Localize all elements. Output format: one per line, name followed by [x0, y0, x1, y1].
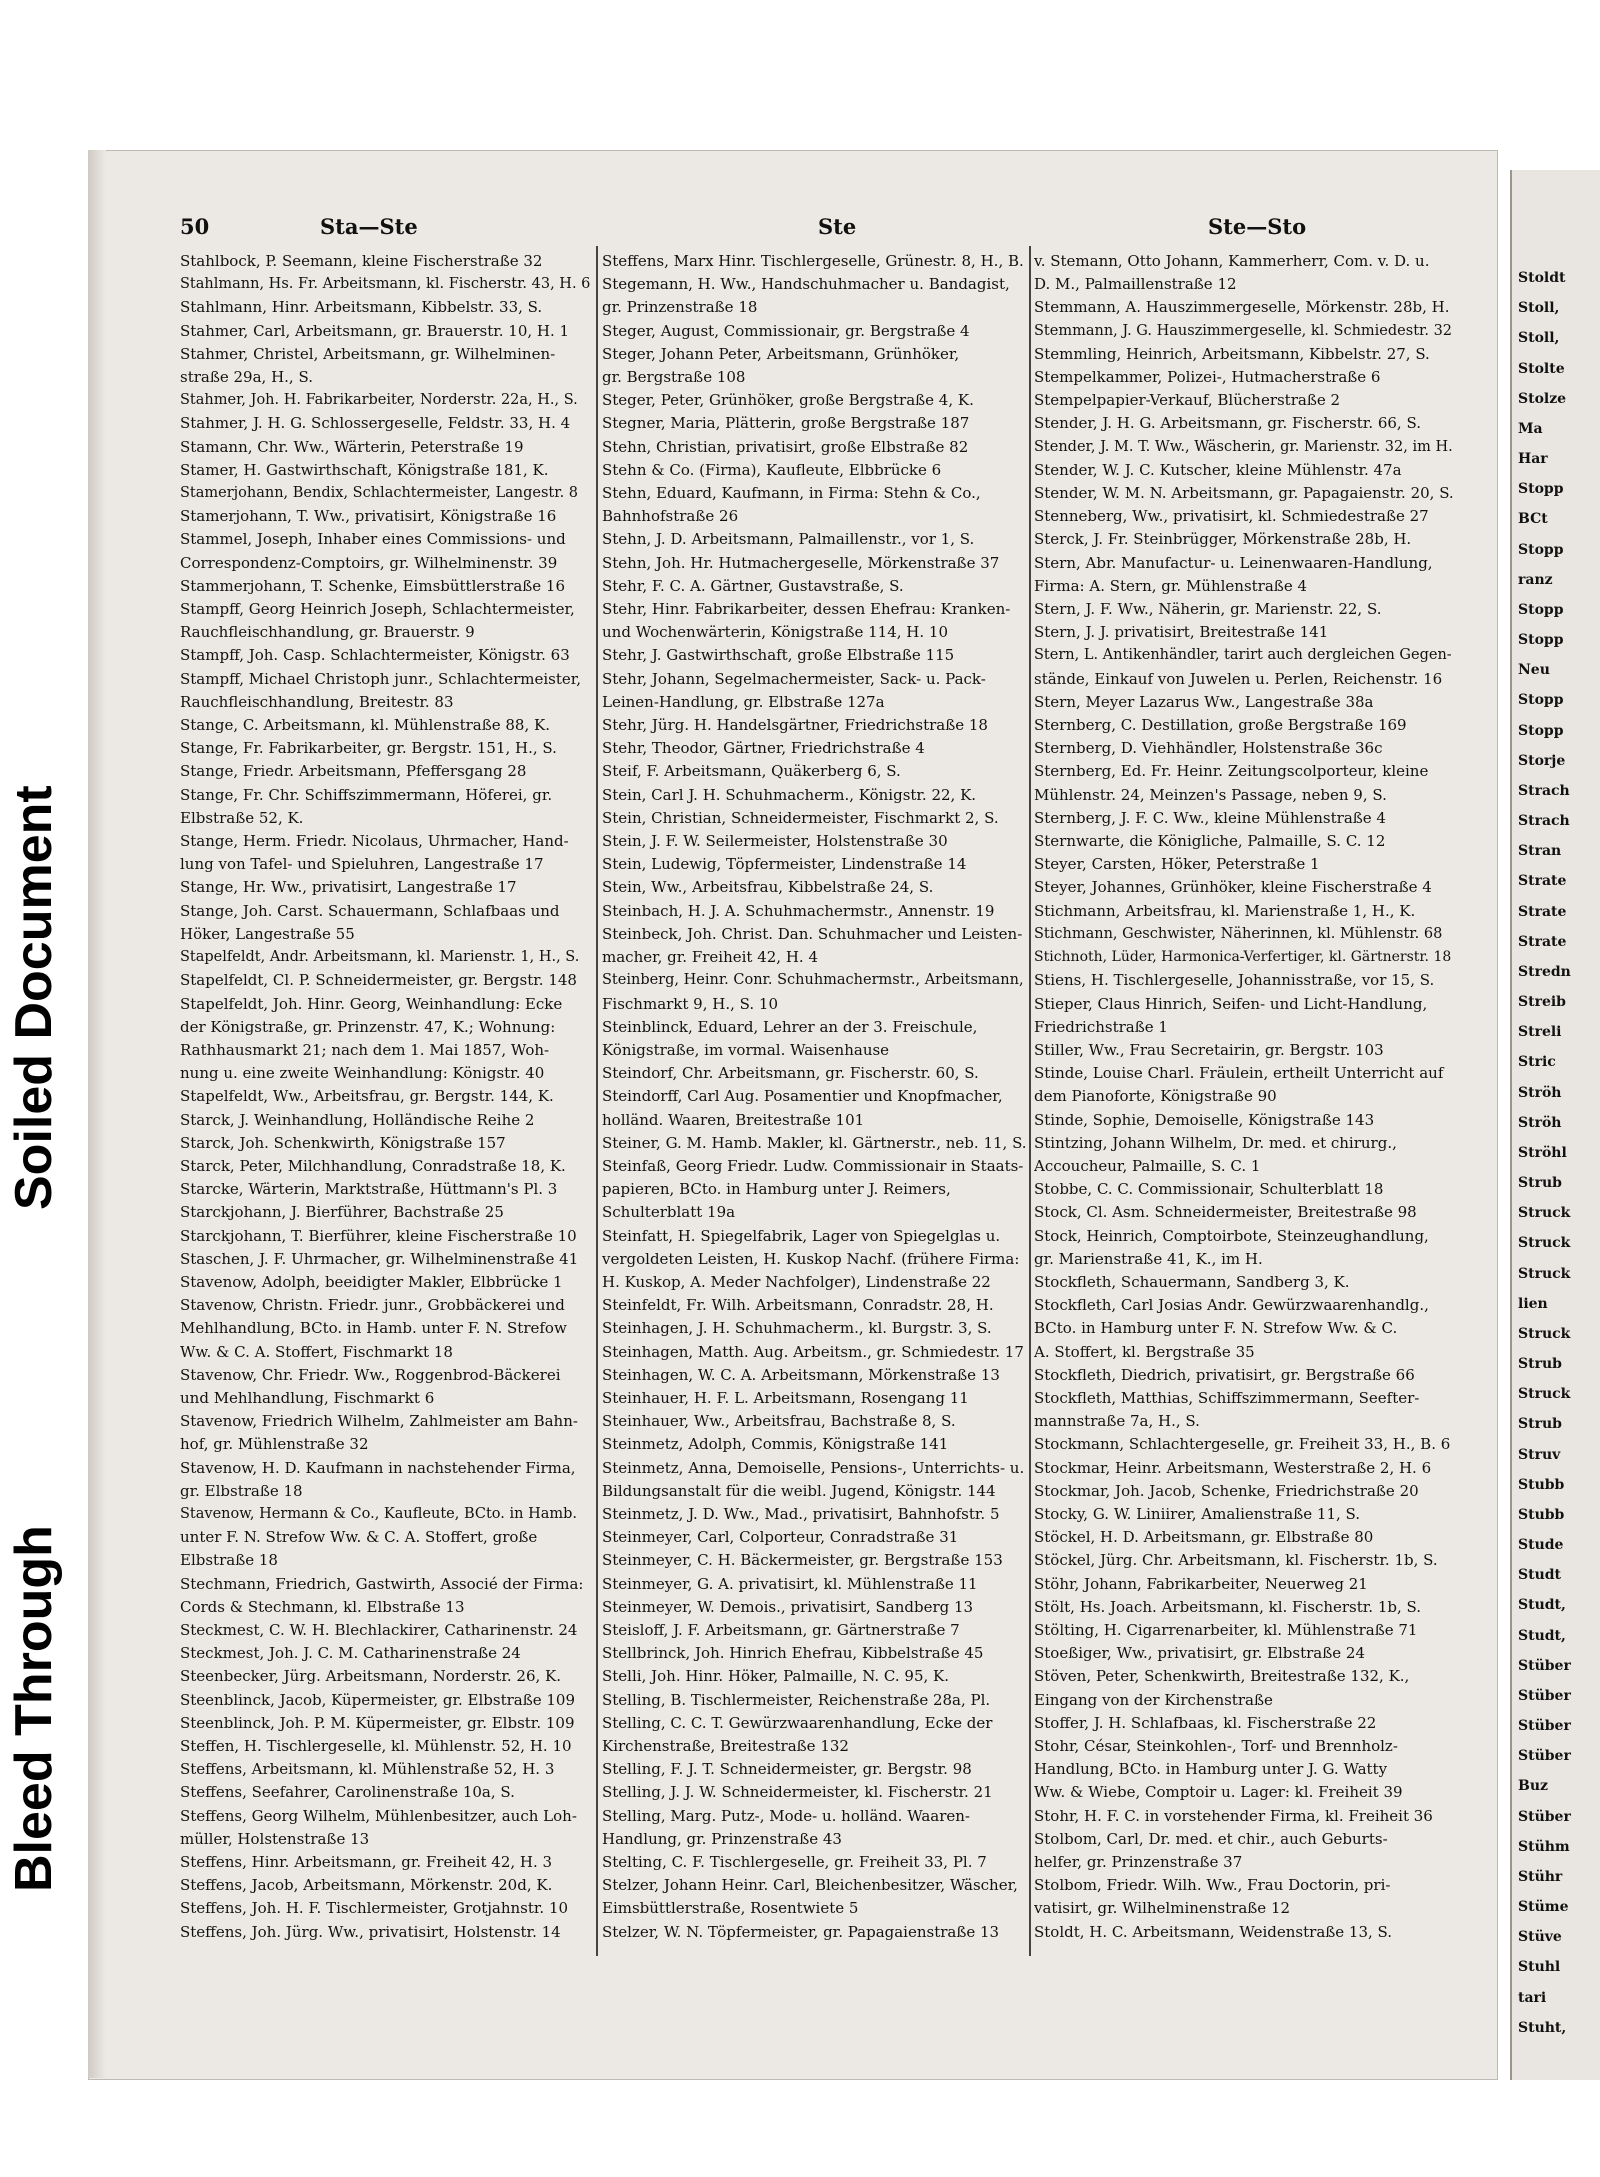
directory-entry: Stockmann, Schlachtergeselle, gr. Freiheit 33, H., B. 6: [1034, 1435, 1451, 1454]
adjacent-page-fragment: Struck: [1518, 1386, 1571, 1403]
directory-entry: Steinmeyer, Carl, Colporteur, Conradstraße 31: [602, 1528, 959, 1547]
directory-entry: Steinmeyer, W. Demois., privatisirt, Sandberg 13: [602, 1597, 974, 1616]
directory-entry: Stockfleth, Carl Josias Andr. Gewürzwaarenhandlg.,: [1034, 1296, 1429, 1315]
directory-entry: Stein, Carl J. H. Schuhmacherm., Königstr. 22, K.: [602, 785, 977, 804]
adjacent-page-fragment: Ma: [1518, 420, 1543, 437]
directory-entry: Steinblinck, Eduard, Lehrer an der 3. Freischule,: [602, 1017, 978, 1036]
directory-entry: Steinbach, H. J. A. Schuhmachermstr., Annenstr. 19: [602, 901, 995, 920]
directory-entry: Stehn, Joh. Hr. Hutmachergeselle, Mörkenstraße 37: [602, 553, 1000, 572]
adjacent-page-fragment: Stoll,: [1518, 300, 1560, 317]
directory-entry: Stein, Ww., Arbeitsfrau, Kibbelstraße 24, S.: [602, 878, 934, 897]
adjacent-page-fragment: Stolze: [1518, 390, 1567, 407]
directory-entry: Stavenow, H. D. Kaufmann in nachstehender Firma,: [180, 1458, 576, 1477]
directory-entry: Stinde, Louise Charl. Fräulein, ertheilt Unterricht auf: [1034, 1064, 1444, 1083]
directory-entry: Steffens, Arbeitsmann, kl. Mühlenstraße 52, H. 3: [180, 1760, 555, 1779]
adjacent-page-fragment: Streli: [1518, 1024, 1562, 1041]
directory-entry: und Mehlhandlung, Fischmarkt 6: [180, 1388, 435, 1407]
directory-entry: Stender, W. M. N. Arbeitsmann, gr. Papagaienstr. 20, S.: [1034, 484, 1454, 503]
page-binding-shadow: [88, 150, 106, 2078]
directory-entry: Sternberg, C. Destillation, große Bergstraße 169: [1034, 716, 1407, 735]
directory-entry: papieren, BCto. in Hamburg unter J. Reimers,: [602, 1180, 951, 1199]
adjacent-page-fragment: Stopp: [1518, 692, 1564, 709]
directory-entry: Steffens, Joh. H. F. Tischlermeister, Grotjahnstr. 10: [180, 1899, 569, 1918]
directory-entry: Stampff, Joh. Casp. Schlachtermeister, Königstr. 63: [180, 646, 570, 665]
directory-entry: Friedrichstraße 1: [1034, 1017, 1168, 1036]
directory-entry: Stelling, B. Tischlermeister, Reichenstraße 28a, Pl.: [602, 1690, 991, 1709]
directory-entry: Steinhagen, J. H. Schuhmacherm., kl. Burgstr. 3, S.: [602, 1319, 992, 1338]
directory-entry: Stahlbock, P. Seemann, kleine Fischerstraße 32: [180, 252, 543, 270]
directory-entry: gr. Elbstraße 18: [180, 1481, 303, 1500]
directory-entry: Steffens, Georg Wilhelm, Mühlenbesitzer, auch Loh-: [180, 1806, 577, 1825]
directory-entry: holländ. Waaren, Breitestraße 101: [602, 1110, 865, 1129]
directory-entry: Sternwarte, die Königliche, Palmaille, S. C. 12: [1034, 832, 1386, 851]
directory-entry: Stavenow, Christn. Friedr. junr., Grobbäckerei und: [180, 1296, 565, 1315]
adjacent-page-fragment: Stüber: [1518, 1808, 1571, 1825]
directory-entry: Stelzer, Johann Heinr. Carl, Bleichenbesitzer, Wäscher,: [602, 1876, 1018, 1895]
directory-entry: Stein, Christian, Schneidermeister, Fischmarkt 2, S.: [602, 808, 999, 827]
directory-entry: Stock, Cl. Asm. Schneidermeister, Breitestraße 98: [1034, 1203, 1417, 1222]
directory-entry: Steenbecker, Jürg. Arbeitsmann, Norderstr. 26, K.: [180, 1667, 561, 1686]
directory-entry: Stampff, Michael Christoph junr., Schlachtermeister,: [180, 669, 582, 688]
directory-entry: Stahlmann, Hs. Fr. Arbeitsmann, kl. Fischerstr. 43, H. 6: [180, 276, 590, 293]
label-bleed-through: [0, 1422, 62, 1892]
directory-entry: Stocky, G. W. Liniirer, Amalienstraße 11, S.: [1034, 1504, 1361, 1523]
directory-entry: Stavenow, Hermann & Co., Kaufleute, BCto. in Hamb.: [180, 1505, 577, 1522]
directory-entry: Stehn, Eduard, Kaufmann, in Firma: Stehn & Co.,: [602, 484, 981, 503]
directory-entry: Stamerjohann, Bendix, Schlachtermeister, Langestr. 8: [180, 485, 579, 502]
directory-entry: Accoucheur, Palmaille, S. C. 1: [1034, 1156, 1261, 1175]
adjacent-page-fragment: Streib: [1518, 994, 1566, 1011]
label-soiled-text: Soiled Document: [5, 785, 63, 1210]
adjacent-page-fragment: Ströh: [1518, 1114, 1562, 1131]
adjacent-page-fragment: Strub: [1518, 1356, 1562, 1373]
directory-entry: v. Stemann, Otto Johann, Kammerherr, Com. v. D. u.: [1034, 252, 1430, 270]
directory-entry: Eingang von der Kirchenstraße: [1034, 1690, 1273, 1709]
directory-entry: Stern, J. F. Ww., Näherin, gr. Marienstr. 22, S.: [1034, 600, 1382, 619]
directory-entry: Steif, F. Arbeitsmann, Quäkerberg 6, S.: [602, 762, 901, 781]
adjacent-page-fragment: Stubb: [1518, 1476, 1565, 1493]
directory-entry: Steinfaß, Georg Friedr. Ludw. Commissionair in Staats-: [602, 1156, 1024, 1175]
directory-entry: Handlung, BCto. in Hamburg unter J. G. Watty: [1034, 1760, 1388, 1779]
directory-entry: Stapelfeldt, Andr. Arbeitsmann, kl. Marienstr. 1, H., S.: [180, 949, 580, 966]
directory-entry: Stichmann, Arbeitsfrau, kl. Marienstraße 1, H., K.: [1034, 901, 1416, 920]
directory-entry: Steger, Johann Peter, Arbeitsmann, Grünhöker,: [602, 344, 960, 363]
directory-entry: Stehn, J. D. Arbeitsmann, Palmaillenstr., vor 1, S.: [602, 530, 975, 549]
adjacent-page-fragment: Strub: [1518, 1175, 1562, 1192]
directory-entry: Stockfleth, Diedrich, privatisirt, gr. Bergstraße 66: [1034, 1365, 1415, 1384]
directory-entry: Stoldt, H. C. Arbeitsmann, Weidenstraße 13, S.: [1034, 1922, 1393, 1941]
directory-entry: Stoeßiger, Ww., privatisirt, gr. Elbstraße 24: [1034, 1644, 1365, 1663]
directory-entry: Steenblinck, Jacob, Küpermeister, gr. Elbstraße 109: [180, 1690, 576, 1709]
directory-entry: gr. Marienstraße 41, K., im H.: [1034, 1249, 1263, 1268]
directory-entry: Stange, Herm. Friedr. Nicolaus, Uhrmacher, Hand-: [180, 832, 569, 851]
directory-entry: Mehlhandlung, BCto. in Hamb. unter F. N. Strefow: [180, 1319, 567, 1338]
adjacent-page-fragment: Stüber: [1518, 1748, 1571, 1765]
directory-entry: Stempelpapier-Verkauf, Blücherstraße 2: [1034, 391, 1341, 410]
directory-entry: Stapelfeldt, Ww., Arbeitsfrau, gr. Bergstr. 144, K.: [180, 1087, 554, 1106]
directory-entry: Correspondenz-Comptoirs, gr. Wilhelminenstr. 39: [180, 553, 558, 572]
adjacent-page-fragment: Stolte: [1518, 360, 1565, 377]
directory-entry: Steinhagen, Matth. Aug. Arbeitsm., gr. Schmiedestr. 17: [602, 1342, 1024, 1361]
directory-entry: gr. Bergstraße 108: [602, 368, 746, 387]
directory-entry: Stahmer, Christel, Arbeitsmann, gr. Wilhelminen-: [180, 344, 556, 363]
directory-entry: Fischmarkt 9, H., S. 10: [602, 994, 779, 1013]
directory-entry: Firma: A. Stern, gr. Mühlenstraße 4: [1034, 576, 1308, 595]
directory-entry: Stegner, Maria, Plätterin, große Bergstraße 187: [602, 414, 970, 433]
directory-entry: Stange, Fr. Fabrikarbeiter, gr. Bergstr. 151, H., S.: [180, 739, 557, 758]
directory-entry: Höker, Langestraße 55: [180, 924, 355, 943]
directory-entry: Stange, Fr. Chr. Schiffszimmermann, Höferei, gr.: [180, 785, 553, 804]
directory-entry: Stapelfeldt, Joh. Hinr. Georg, Weinhandlung: Ecke: [180, 994, 563, 1013]
directory-entry: Steinmetz, Anna, Demoiselle, Pensions-, Unterrichts- u.: [602, 1458, 1025, 1477]
running-head-middle: Ste: [818, 214, 857, 239]
directory-entry: Steinfeldt, Fr. Wilh. Arbeitsmann, Conradstr. 28, H.: [602, 1296, 994, 1315]
directory-entry: Starck, Peter, Milchhandlung, Conradstraße 18, K.: [180, 1156, 566, 1175]
directory-entry: Steffens, Hinr. Arbeitsmann, gr. Freiheit 42, H. 3: [180, 1853, 553, 1872]
adjacent-page-fragment: Stühm: [1518, 1838, 1570, 1855]
directory-entry: Kirchenstraße, Breitestraße 132: [602, 1737, 849, 1755]
directory-entry: Stelling, J. J. W. Schneidermeister, kl. Fischerstr. 21: [602, 1783, 993, 1802]
directory-entry: Stammerjohann, T. Schenke, Eimsbüttlerstraße 16: [180, 576, 566, 595]
directory-entry: Stahmer, Joh. H. Fabrikarbeiter, Norderstr. 22a, H., S.: [180, 392, 578, 409]
directory-entry: Rauchfleischhandlung, Breitestr. 83: [180, 692, 454, 711]
directory-entry: und Wochenwärterin, Königstraße 114, H. 10: [602, 623, 949, 642]
directory-entry: Steinmeyer, G. A. privatisirt, kl. Mühlenstraße 11: [602, 1574, 978, 1593]
adjacent-page-fragment: Struck: [1518, 1235, 1571, 1252]
directory-entry: Stapelfeldt, Cl. P. Schneidermeister, gr. Bergstr. 148: [180, 971, 577, 990]
directory-entry: straße 29a, H., S.: [180, 368, 313, 387]
directory-entry: Steyer, Carsten, Höker, Peterstraße 1: [1034, 855, 1320, 874]
directory-entry: Stehn, Christian, privatisirt, große Elbstraße 82: [602, 437, 969, 456]
directory-entry: Stinde, Sophie, Demoiselle, Königstraße 143: [1034, 1110, 1375, 1129]
directory-entry: Steiner, G. M. Hamb. Makler, kl. Gärtnerstr., neb. 11, S.: [602, 1133, 1027, 1152]
directory-entry: Stelling, Marg. Putz-, Mode- u. holländ. Waaren-: [602, 1806, 970, 1825]
directory-entry: Stammel, Joseph, Inhaber eines Commissions- und: [180, 530, 566, 549]
directory-entry: Steinfatt, H. Spiegelfabrik, Lager von Spiegelglas u.: [602, 1226, 1001, 1245]
directory-entry: Stamann, Chr. Ww., Wärterin, Peterstraße 19: [180, 437, 524, 456]
directory-entry: Stohr, César, Steinkohlen-, Torf- und Brennholz-: [1034, 1737, 1398, 1755]
directory-entry: BCto. in Hamburg unter F. N. Strefow Ww. & C.: [1034, 1319, 1398, 1338]
directory-entry: Stemmling, Heinrich, Arbeitsmann, Kibbelstr. 27, S.: [1034, 344, 1430, 363]
directory-entry: Stieper, Claus Hinrich, Seifen- und Licht-Handlung,: [1034, 994, 1428, 1013]
directory-entry: Steenblinck, Joh. P. M. Küpermeister, gr. Elbstr. 109: [180, 1713, 575, 1732]
directory-entry: Mühlenstr. 24, Meinzen's Passage, neben 9, S.: [1034, 785, 1387, 804]
directory-entry: Stock, Heinrich, Comptoirbote, Steinzeughandlung,: [1034, 1226, 1429, 1245]
directory-entry: Stölting, H. Cigarrenarbeiter, kl. Mühlenstraße 71: [1034, 1620, 1418, 1639]
directory-entry: Stiller, Ww., Frau Secretairin, gr. Bergstr. 103: [1034, 1040, 1384, 1059]
directory-entry: nung u. eine zweite Weinhandlung: Königstr. 40: [180, 1064, 545, 1083]
directory-entry: Stichnoth, Lüder, Harmonica-Verfertiger, kl. Gärtnerstr. 18: [1034, 949, 1452, 966]
directory-entry: Steinbeck, Joh. Christ. Dan. Schuhmacher und Leisten-: [602, 924, 1023, 943]
page-number: 50: [180, 214, 210, 239]
directory-entry: Königstraße, im vormal. Waisenhause: [602, 1040, 890, 1059]
directory-entry: Stellbrinck, Joh. Hinrich Ehefrau, Kibbelstraße 45: [602, 1644, 984, 1663]
adjacent-page-fragment: Stubb: [1518, 1506, 1565, 1523]
directory-entry: Stange, C. Arbeitsmann, kl. Mühlenstraße 88, K.: [180, 716, 550, 735]
directory-entry: Stockmar, Heinr. Arbeitsmann, Westerstraße 2, H. 6: [1034, 1458, 1432, 1477]
directory-entry: vergoldeten Leisten, H. Kuskop Nachf. (frühere Firma:: [602, 1249, 1020, 1268]
directory-entry: Steinmetz, Adolph, Commis, Königstraße 141: [602, 1435, 949, 1454]
directory-entry: Stehr, Jürg. H. Handelsgärtner, Friedrichstraße 18: [602, 716, 988, 735]
directory-entry: Stockmar, Joh. Jacob, Schenke, Friedrichstraße 20: [1034, 1481, 1419, 1500]
directory-entry: Stange, Hr. Ww., privatisirt, Langestraße 17: [180, 878, 517, 897]
adjacent-page-fragment: Stran: [1518, 843, 1562, 860]
directory-entry: Steinhauer, Ww., Arbeitsfrau, Bachstraße 8, S.: [602, 1412, 956, 1431]
directory-entry: Stavenow, Adolph, beeidigter Makler, Elbbrücke 1: [180, 1272, 563, 1291]
directory-entry: mannstraße 7a, H., S.: [1034, 1412, 1200, 1431]
directory-entry: Stöckel, Jürg. Chr. Arbeitsmann, kl. Fischerstr. 1b, S.: [1034, 1551, 1438, 1570]
directory-entry: Stehn & Co. (Firma), Kaufleute, Elbbrücke 6: [602, 460, 942, 479]
directory-entry: Stern, J. J. privatisirt, Breitestraße 141: [1034, 623, 1329, 642]
adjacent-page-fragment: Har: [1518, 451, 1548, 468]
label-bleed-text: Bleed Through: [5, 1525, 63, 1892]
directory-entry: Stöckel, H. D. Arbeitsmann, gr. Elbstraße 80: [1034, 1528, 1374, 1547]
directory-entry: Stahmer, Carl, Arbeitsmann, gr. Brauerstr. 10, H. 1: [180, 321, 570, 340]
directory-entry: helfer, gr. Prinzenstraße 37: [1034, 1853, 1243, 1872]
directory-entry: Elbstraße 52, K.: [180, 808, 304, 827]
directory-entry: Stöven, Peter, Schenkwirth, Breitestraße 132, K.,: [1034, 1667, 1410, 1686]
adjacent-page-fragment: Neu: [1518, 662, 1550, 679]
adjacent-page-fragment: Stüve: [1518, 1929, 1562, 1946]
directory-entry: Stange, Friedr. Arbeitsmann, Pfeffersgang 28: [180, 762, 527, 781]
directory-entry: Stolbom, Friedr. Wilh. Ww., Frau Doctorin, pri-: [1034, 1876, 1391, 1895]
directory-entry: Ww. & Wiebe, Comptoir u. Lager: kl. Freiheit 39: [1034, 1783, 1403, 1802]
adjacent-page-fragment: Stopp: [1518, 601, 1564, 618]
label-soiled-document: [0, 740, 62, 1210]
directory-entry: unter F. N. Strefow Ww. & C. A. Stoffert, große: [180, 1528, 538, 1547]
directory-entry: Stehr, Hinr. Fabrikarbeiter, dessen Ehefrau: Kranken-: [602, 600, 1011, 619]
directory-entry: Stichmann, Geschwister, Näherinnen, kl. Mühlenstr. 68: [1034, 925, 1443, 942]
directory-entry: Handlung, gr. Prinzenstraße 43: [602, 1829, 842, 1848]
adjacent-page-fragment: Stopp: [1518, 541, 1564, 558]
directory-entry: Schulterblatt 19a: [602, 1203, 736, 1222]
directory-entry: Elbstraße 18: [180, 1551, 278, 1570]
directory-entry: Stein, J. F. W. Seilermeister, Holstenstraße 30: [602, 832, 948, 851]
directory-entry: Steckmest, Joh. J. C. M. Catharinenstraße 24: [180, 1644, 521, 1663]
adjacent-page-fragment: Stoll,: [1518, 330, 1560, 347]
adjacent-page-fragment: Stopp: [1518, 632, 1564, 649]
directory-entry: Steffen, H. Tischlergeselle, kl. Mühlenstr. 52, H. 10: [180, 1737, 572, 1755]
directory-entry: Stechmann, Friedrich, Gastwirth, Associé der Firma:: [180, 1574, 584, 1593]
adjacent-page-fragment: Struck: [1518, 1325, 1571, 1342]
adjacent-page-edge: [1510, 170, 1600, 2080]
adjacent-page-fragment: Storje: [1518, 752, 1566, 769]
directory-entry: H. Kuskop, A. Meder Nachfolger), Lindenstraße 22: [602, 1272, 991, 1291]
adjacent-page-fragment: tari: [1518, 1989, 1547, 2006]
directory-entry: D. M., Palmaillenstraße 12: [1034, 275, 1237, 294]
adjacent-page-fragment: Stredn: [1518, 963, 1571, 980]
directory-entry: Stampff, Georg Heinrich Joseph, Schlachtermeister,: [180, 600, 575, 619]
directory-entry: Staschen, J. F. Uhrmacher, gr. Wilhelminenstraße 41: [180, 1249, 579, 1268]
adjacent-page-fragment: Stopp: [1518, 722, 1564, 739]
adjacent-page-fragment: Studt,: [1518, 1627, 1566, 1644]
adjacent-page-fragment: Stric: [1518, 1054, 1556, 1071]
adjacent-page-fragment: lien: [1518, 1295, 1548, 1312]
adjacent-page-fragment: Strach: [1518, 813, 1570, 830]
directory-entry: Stemmann, J. G. Hauszimmergeselle, kl. Schmiedestr. 32: [1034, 322, 1453, 339]
directory-entry: Stemmann, A. Hauszimmergeselle, Mörkenstr. 28b, H.: [1034, 298, 1450, 317]
directory-entry: Ww. & C. A. Stoffert, Fischmarkt 18: [180, 1342, 453, 1361]
directory-entry: Steckmest, C. W. H. Blechlackirer, Catharinenstr. 24: [180, 1620, 578, 1639]
directory-entry: Stegemann, H. Ww., Handschuhmacher u. Bandagist,: [602, 275, 1010, 294]
directory-entry: Stehr, J. Gastwirthschaft, große Elbstraße 115: [602, 646, 955, 665]
directory-entry: gr. Prinzenstraße 18: [602, 298, 758, 317]
directory-entry: stände, Einkauf von Juwelen u. Perlen, Reichenstr. 16: [1034, 669, 1443, 688]
directory-entry: Stahlmann, Hinr. Arbeitsmann, Kibbelstr. 33, S.: [180, 298, 543, 317]
directory-entry: Stamer, H. Gastwirthschaft, Königstraße 181, K.: [180, 460, 549, 479]
directory-entry: Steffens, Joh. Jürg. Ww., privatisirt, Holstenstr. 14: [180, 1922, 561, 1941]
directory-entry: macher, gr. Freiheit 42, H. 4: [602, 948, 818, 967]
running-head-right: Ste—Sto: [1208, 214, 1307, 239]
directory-entry: Steinhauer, H. F. L. Arbeitsmann, Rosengang 11: [602, 1388, 969, 1407]
adjacent-page-fragment: Stuhl: [1518, 1959, 1561, 1976]
directory-entry: Stehr, F. C. A. Gärtner, Gustavstraße, S.: [602, 576, 904, 595]
directory-entry: Stahmer, J. H. G. Schlossergeselle, Feldstr. 33, H. 4: [180, 414, 571, 433]
adjacent-page-fragment: Strate: [1518, 933, 1567, 950]
directory-entry: Starckjohann, J. Bierführer, Bachstraße 25: [180, 1203, 504, 1222]
adjacent-page-fragment: Studt,: [1518, 1597, 1566, 1614]
adjacent-page-fragment: Stuht,: [1518, 2019, 1567, 2036]
column-divider: [596, 246, 598, 1956]
directory-entry: hof, gr. Mühlenstraße 32: [180, 1435, 369, 1454]
directory-entry: Stockfleth, Matthias, Schiffszimmermann, Seefter-: [1034, 1388, 1420, 1407]
directory-entry: lung von Tafel- und Spieluhren, Langestraße 17: [180, 855, 544, 874]
directory-entry: Stöhr, Johann, Fabrikarbeiter, Neuerweg 21: [1034, 1574, 1368, 1593]
adjacent-page-fragment: Struv: [1518, 1446, 1561, 1463]
directory-column-middle: [602, 250, 1030, 1950]
directory-entry: Stamerjohann, T. Ww., privatisirt, Königstraße 16: [180, 507, 557, 526]
directory-entry: Stobbe, C. C. Commissionair, Schulterblatt 18: [1034, 1180, 1384, 1199]
directory-entry: Starck, J. Weinhandlung, Holländische Reihe 2: [180, 1110, 535, 1129]
adjacent-page-fragment: Strub: [1518, 1416, 1562, 1433]
directory-entry: Stender, J. H. G. Arbeitsmann, gr. Fischerstr. 66, S.: [1034, 414, 1421, 433]
directory-entry: Starck, Joh. Schenkwirth, Königstraße 157: [180, 1133, 506, 1152]
directory-entry: Stelling, C. C. T. Gewürzwaarenhandlung, Ecke der: [602, 1713, 993, 1732]
adjacent-page-fragment: Stüber: [1518, 1687, 1571, 1704]
directory-entry: Rathhausmarkt 21; nach dem 1. Mai 1857, Woh-: [180, 1040, 550, 1059]
directory-entry: Stockfleth, Schauermann, Sandberg 3, K.: [1034, 1272, 1350, 1291]
directory-entry: Stenneberg, Ww., privatisirt, kl. Schmiedestraße 27: [1034, 507, 1429, 526]
running-head-left: Sta—Ste: [320, 214, 418, 239]
directory-entry: Rauchfleischhandlung, gr. Brauerstr. 9: [180, 623, 475, 642]
directory-entry: Bildungsanstalt für die weibl. Jugend, Königstr. 144: [602, 1481, 996, 1500]
directory-entry: Cords & Stechmann, kl. Elbstraße 13: [180, 1597, 465, 1616]
directory-entry: Stolbom, Carl, Dr. med. et chir., auch Geburts-: [1034, 1829, 1388, 1848]
directory-entry: dem Pianoforte, Königstraße 90: [1034, 1087, 1277, 1106]
directory-entry: Stange, Joh. Carst. Schauermann, Schlafbaas und: [180, 901, 560, 920]
adjacent-page-fragment: Stühr: [1518, 1868, 1563, 1885]
adjacent-page-fragment: Ströhl: [1518, 1144, 1567, 1161]
directory-entry: Stelting, C. F. Tischlergeselle, gr. Freiheit 33, Pl. 7: [602, 1853, 987, 1872]
directory-entry: Stavenow, Friedrich Wilhelm, Zahlmeister am Bahn-: [180, 1412, 578, 1431]
directory-entry: Starckjohann, T. Bierführer, kleine Fischerstraße 10: [180, 1226, 577, 1245]
directory-entry: Stern, Meyer Lazarus Ww., Langestraße 38a: [1034, 692, 1374, 711]
directory-entry: Steinmetz, J. D. Ww., Mad., privatisirt, Bahnhofstr. 5: [602, 1504, 1000, 1523]
directory-entry: vatisirt, gr. Wilhelminenstraße 12: [1034, 1899, 1291, 1918]
directory-entry: Steinberg, Heinr. Conr. Schuhmachermstr., Arbeitsmann,: [602, 972, 1024, 989]
directory-entry: Stern, Abr. Manufactur- u. Leinenwaaren-Handlung,: [1034, 553, 1433, 572]
adjacent-page-fragment: Struck: [1518, 1265, 1571, 1282]
adjacent-page-fragment: Stoldt: [1518, 270, 1566, 286]
directory-entry: Stender, J. M. T. Ww., Wäscherin, gr. Marienstr. 32, im H.: [1034, 438, 1453, 455]
directory-entry: Eimsbüttlerstraße, Rosentwiete 5: [602, 1899, 859, 1918]
directory-entry: Stehr, Johann, Segelmachermeister, Sack- u. Pack-: [602, 669, 986, 688]
directory-entry: Sternberg, Ed. Fr. Heinr. Zeitungscolporteur, kleine: [1034, 762, 1429, 781]
directory-entry: Sternberg, J. F. C. Ww., kleine Mühlenstraße 4: [1034, 808, 1386, 827]
directory-entry: Steyer, Johannes, Grünhöker, kleine Fischerstraße 4: [1034, 878, 1432, 897]
directory-entry: Stein, Ludewig, Töpfermeister, Lindenstraße 14: [602, 855, 967, 874]
directory-entry: Sternberg, D. Viehhändler, Holstenstraße 36c: [1034, 739, 1383, 758]
directory-entry: Steffens, Seefahrer, Carolinenstraße 10a, S.: [180, 1783, 515, 1802]
adjacent-page-fragment: Stude: [1518, 1537, 1564, 1554]
adjacent-page-fragment: ranz: [1518, 571, 1553, 588]
directory-entry: Stohr, H. F. C. in vorstehender Firma, kl. Freiheit 36: [1034, 1806, 1433, 1825]
directory-column-left: [180, 250, 590, 1950]
adjacent-page-fragment: Stüber: [1518, 1718, 1571, 1735]
directory-entry: Steffens, Marx Hinr. Tischlergeselle, Grünestr. 8, H., B.: [602, 252, 1024, 270]
adjacent-page-fragment: Strate: [1518, 903, 1567, 920]
directory-entry: Bahnhofstraße 26: [602, 507, 739, 526]
directory-entry: Leinen-Handlung, gr. Elbstraße 127a: [602, 692, 885, 711]
adjacent-page-fragment: Strate: [1518, 873, 1567, 890]
directory-entry: Starcke, Wärterin, Marktstraße, Hüttmann's Pl. 3: [180, 1180, 558, 1199]
directory-entry: Stelling, F. J. T. Schneidermeister, gr. Bergstr. 98: [602, 1760, 972, 1779]
adjacent-page-fragment: Struck: [1518, 1205, 1571, 1222]
directory-entry: Steindorff, Carl Aug. Posamentier und Knopfmacher,: [602, 1087, 1003, 1106]
adjacent-page-fragment: Stüme: [1518, 1899, 1569, 1916]
directory-entry: Stintzing, Johann Wilhelm, Dr. med. et chirurg.,: [1034, 1133, 1397, 1152]
directory-entry: Stern, L. Antikenhändler, tarirt auch dergleichen Gegen-: [1034, 647, 1452, 664]
directory-entry: Stehr, Theodor, Gärtner, Friedrichstraße 4: [602, 739, 925, 758]
directory-entry: Steger, August, Commissionair, gr. Bergstraße 4: [602, 321, 970, 340]
adjacent-page-fragment: Ströh: [1518, 1084, 1562, 1101]
adjacent-page-fragment: Stüber: [1518, 1657, 1571, 1674]
directory-entry: Stempelkammer, Polizei-, Hutmacherstraße 6: [1034, 368, 1381, 387]
directory-entry: Stelzer, W. N. Töpfermeister, gr. Papagaienstraße 13: [602, 1922, 1000, 1941]
directory-entry: müller, Holstenstraße 13: [180, 1829, 370, 1848]
directory-entry: Steger, Peter, Grünhöker, große Bergstraße 4, K.: [602, 391, 974, 410]
adjacent-page-fragments: [1512, 265, 1600, 2065]
directory-entry: Steisloff, J. F. Arbeitsmann, gr. Gärtnerstraße 7: [602, 1620, 960, 1639]
directory-entry: Stavenow, Chr. Friedr. Ww., Roggenbrod-Bäckerei: [180, 1365, 561, 1384]
adjacent-page-fragment: Strach: [1518, 782, 1570, 799]
directory-entry: Steindorf, Chr. Arbeitsmann, gr. Fischerstr. 60, S.: [602, 1064, 979, 1083]
directory-entry: Steffens, Jacob, Arbeitsmann, Mörkenstr. 20d, K.: [180, 1876, 553, 1895]
adjacent-page-fragment: BCt: [1518, 511, 1548, 528]
adjacent-page-fragment: Studt: [1518, 1567, 1562, 1584]
directory-column-right: [1034, 250, 1454, 1950]
directory-entry: Stelli, Joh. Hinr. Höker, Palmaille, N. C. 95, K.: [602, 1667, 949, 1686]
directory-entry: der Königstraße, gr. Prinzenstr. 47, K.; Wohnung:: [180, 1017, 556, 1036]
directory-entry: Steinmeyer, C. H. Bäckermeister, gr. Bergstraße 153: [602, 1551, 1003, 1570]
directory-entry: A. Stoffert, kl. Bergstraße 35: [1034, 1342, 1255, 1361]
directory-entry: Stölt, Hs. Joach. Arbeitsmann, kl. Fischerstr. 1b, S.: [1034, 1597, 1422, 1616]
adjacent-page-fragment: Buz: [1518, 1778, 1548, 1795]
directory-entry: Stiens, H. Tischlergeselle, Johannisstraße, vor 15, S.: [1034, 971, 1435, 990]
directory-entry: Stoffer, J. H. Schlafbaas, kl. Fischerstraße 22: [1034, 1713, 1377, 1732]
directory-entry: Sterck, J. Fr. Steinbrügger, Mörkenstraße 28b, H.: [1034, 530, 1412, 549]
directory-entry: Stender, W. J. C. Kutscher, kleine Mühlenstr. 47a: [1034, 460, 1402, 479]
adjacent-page-fragment: Stopp: [1518, 481, 1564, 498]
directory-entry: Steinhagen, W. C. A. Arbeitsmann, Mörkenstraße 13: [602, 1365, 1000, 1384]
